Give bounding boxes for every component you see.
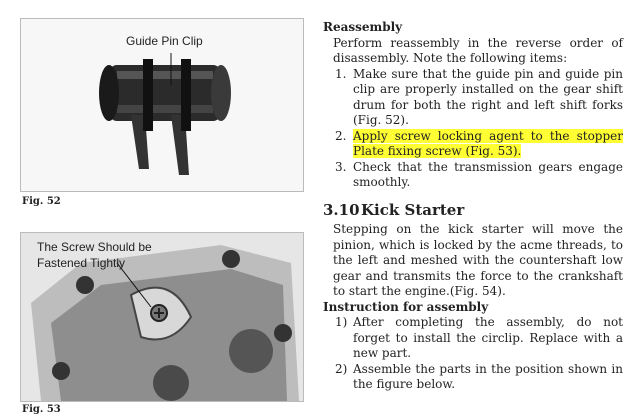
item-text: Check that the transmission gears engage smoothly. bbox=[353, 159, 623, 189]
list-item bbox=[323, 362, 623, 393]
guide-pin-clip-callout: Guide Pin Clip bbox=[126, 34, 203, 48]
figure-53-photo bbox=[20, 232, 304, 402]
item-number: 1. bbox=[335, 66, 347, 81]
list-item bbox=[323, 67, 623, 129]
reassembly-list bbox=[323, 67, 623, 191]
screw-callout bbox=[37, 239, 152, 271]
kick-starter-intro: Stepping on the kick starter will move the pinion, which is locked by the acme threads, to the left and meshed with the countershaft low gear and transmits the force to the crankshaft to start the engine.(Fig. 54). bbox=[333, 222, 623, 298]
text-column bbox=[323, 20, 623, 393]
item-text: Assemble the parts in the position shown in the figure below. bbox=[353, 361, 623, 391]
instruction-list bbox=[323, 315, 623, 393]
highlighted-item-text: Apply screw locking agent to the stopper Plate fixing screw (Fig. 53). bbox=[353, 128, 623, 158]
list-item-highlighted bbox=[323, 129, 623, 160]
item-text: After completing the assembly, do not forget to install the circlip. Replace with a new part. bbox=[353, 315, 623, 360]
figure-52-photo bbox=[20, 18, 304, 192]
reassembly-intro: Perform reassembly in the reverse order of disassembly. Note the following items: bbox=[333, 35, 623, 65]
kick-starter-heading bbox=[323, 200, 623, 219]
instruction-heading: Instruction for assembly bbox=[323, 299, 489, 314]
item-number: 3. bbox=[335, 159, 347, 174]
reassembly-heading: Reassembly bbox=[323, 20, 403, 34]
item-number: 2. bbox=[335, 128, 347, 143]
screw-callout-line1: The Screw Should be bbox=[37, 240, 152, 254]
list-item bbox=[323, 160, 623, 191]
item-number: 2) bbox=[335, 361, 348, 376]
item-number: 1) bbox=[335, 315, 348, 329]
list-item bbox=[323, 315, 623, 362]
figure-52-label: Fig. 52 bbox=[22, 196, 61, 207]
screw-callout-line2: Fastened Tightly bbox=[37, 256, 126, 270]
section-title: Kick Starter bbox=[361, 200, 465, 219]
section-number: 3.10 bbox=[323, 200, 360, 219]
figure-53-label: Fig. 53 bbox=[22, 404, 61, 415]
item-text: Make sure that the guide pin and guide pin clip are properly installed on the gear shift drum for both the right and left shift forks (Fig. 52). bbox=[353, 66, 623, 127]
